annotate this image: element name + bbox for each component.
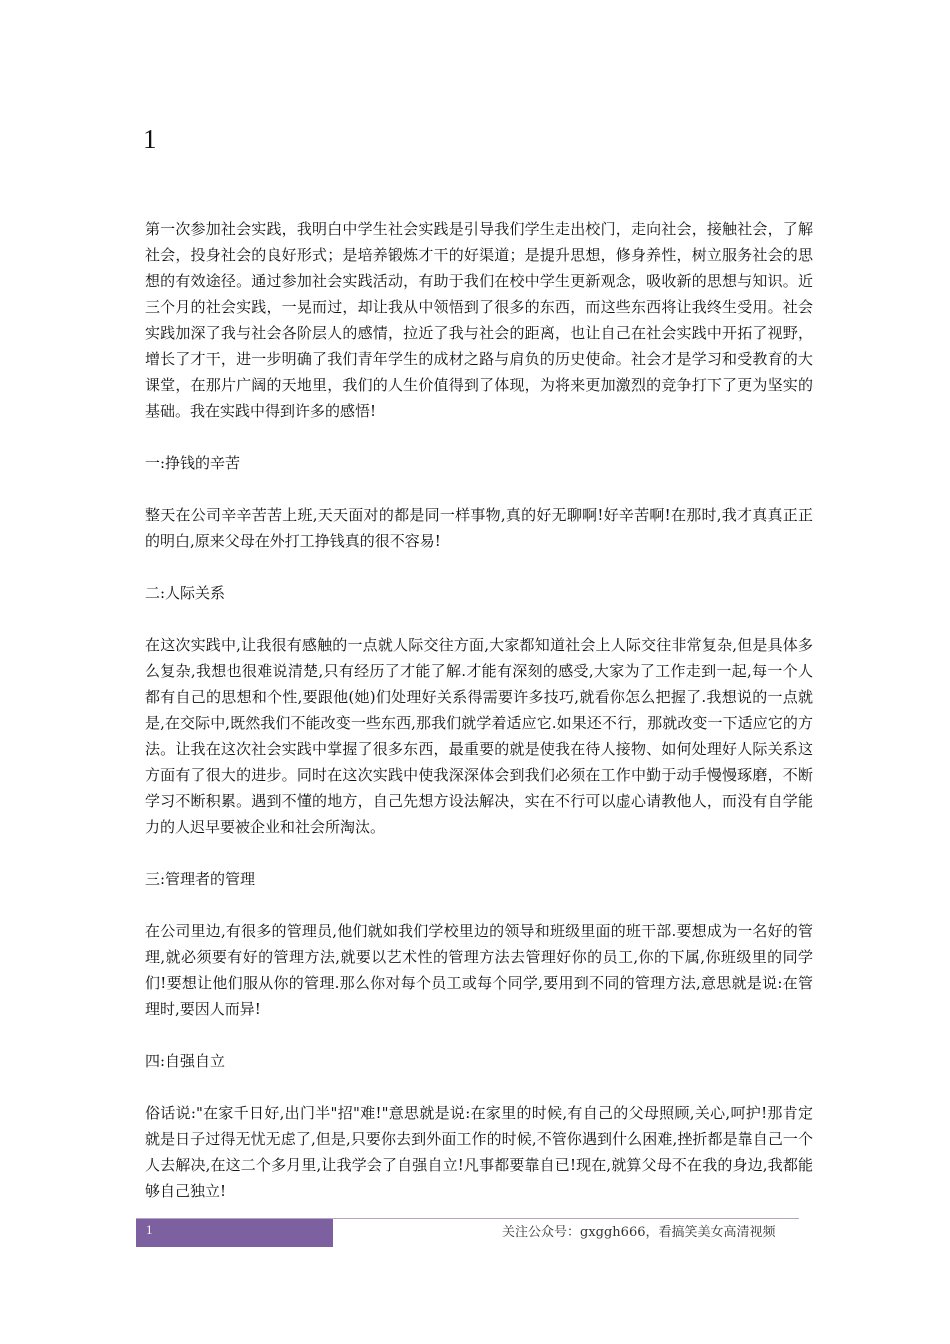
footer-page-tab — [136, 1219, 333, 1247]
section-heading-3: 三:管理者的管理 — [145, 870, 256, 888]
section-paragraph-2: 在这次实践中,让我很有感触的一点就人际交往方面,大家都知道社会上人际交往非常复杂,但是具体多么复杂,我想也很难说清楚,只有经历了才能了解.才能有深刻的感受,大家为了工作走到一起,每一个人都有自己的思想和个性,要跟他(她)们处理好关系得需要许多技巧,就看你怎么把握了.我想说的一点就是,在交际中,既然我们不能改变一些东西,那我们就学着适应它.如果还不行，那就改变一下适应它的方法。让我在这次社会实践中掌握了很多东西，最重要的就是使我在待人接物、如何处理好人际关系这方面有了很大的进步。同时在这次实践中使我深深体会到我们必须在工作中勤于动手慢慢琢磨，不断学习不断积累。遇到不懂的地方，自己先想方设法解决，实在不行可以虚心请教他人，而没有自学能力的人迟早要被企业和社会所淘汰。 — [145, 636, 813, 836]
section-heading-1: 一:挣钱的辛苦 — [145, 454, 241, 472]
page-number-heading: 1 — [143, 124, 157, 154]
section-heading-2: 二:人际关系 — [145, 584, 226, 602]
section-heading-4: 四:自强自立 — [145, 1052, 226, 1070]
document-body — [145, 216, 813, 1230]
intro-paragraph: 第一次参加社会实践，我明白中学生社会实践是引导我们学生走出校门，走向社会，接触社会，了解社会，投身社会的良好形式；是培养锻炼才干的好渠道；是提升思想，修身养性，树立服务社会的思想的有效途径。通过参加社会实践活动，有助于我们在校中学生更新观念，吸收新的思想与知识。近三个月的社会实践，一晃而过，却让我从中领悟到了很多的东西，而这些东西将让我终生受用。社会实践加深了我与社会各阶层人的感情，拉近了我与社会的距离，也让自己在社会实践中开拓了视野，增长了才干，进一步明确了我们青年学生的成材之路与肩负的历史使命。社会才是学习和受教育的大课堂，在那片广阔的天地里，我们的人生价值得到了体现，为将来更加激烈的竞争打下了更为坚实的基础。我在实践中得到许多的感悟! — [145, 220, 813, 420]
footer-note: 关注公众号：gxggh666，看搞笑美女高清视频 — [502, 1225, 776, 1240]
section-paragraph-1: 整天在公司辛辛苦苦上班,天天面对的都是同一样事物,真的好无聊啊!好辛苦啊!在那时,我才真真正正的明白,原来父母在外打工挣钱真的很不容易! — [145, 506, 813, 550]
footer-page-number: 1 — [146, 1222, 153, 1237]
section-paragraph-4: 俗话说:"在家千日好,出门半"招"难!"意思就是说:在家里的时候,有自己的父母照顾,关心,呵护!那肯定就是日子过得无忧无虑了,但是,只要你去到外面工作的时候,不管你遇到什么困难,挫折都是靠自己一个人去解决,在这二个多月里,让我学会了自强自立!凡事都要靠自已!现在,就算父母不在我的身边,我都能够自己独立! — [145, 1104, 813, 1200]
section-paragraph-3: 在公司里边,有很多的管理员,他们就如我们学校里边的领导和班级里面的班干部.要想成为一名好的管理,就必须要有好的管理方法,就要以艺术性的管理方法去管理好你的员工,你的下属,你班级里的同学们!要想让他们服从你的管理.那么你对每个员工或每个同学,要用到不同的管理方法,意思就是说:在管理时,要因人而异! — [145, 922, 813, 1018]
